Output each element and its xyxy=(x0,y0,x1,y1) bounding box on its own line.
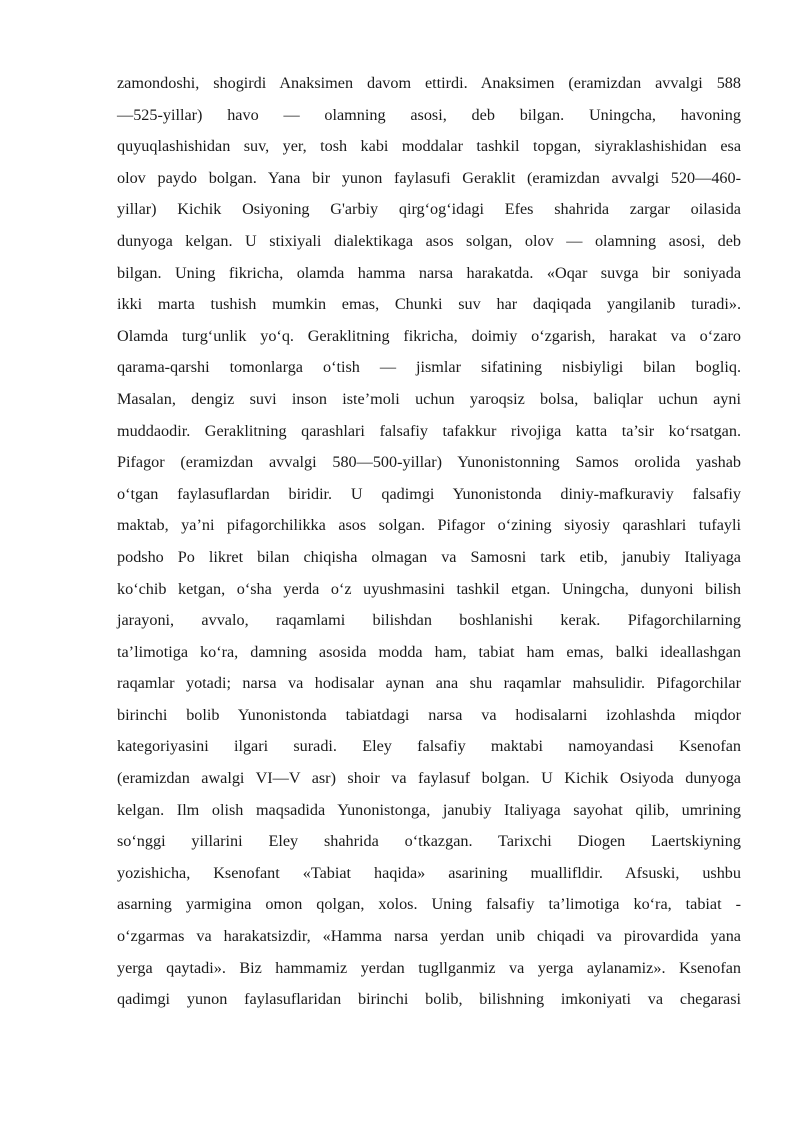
text-line: asarning yarmigina omon qolgan, xolos. Uning falsafiy ta’limotiga ko‘ra, tabiat - xyxy=(117,895,741,914)
text-line: o‘tgan faylasuflardan biridir. U qadimgi Yunonistonda diniy-mafkuraviy falsafiy xyxy=(117,484,741,503)
text-line: podsho Po likret bilan chiqisha olmagan va Samosni tark etib, janubiy Italiyaga xyxy=(117,547,741,566)
document-page xyxy=(117,68,741,1016)
text-line: yozishicha, Ksenofant «Tabiat haqida» asarining muallifldir. Afsuski, ushbu xyxy=(117,863,741,882)
text-line: o‘zgarmas va harakatsizdir, «Hamma narsa yerdan unib chiqadi va pirovardida yana xyxy=(117,927,741,946)
text-line: ikki marta tushish mumkin emas, Chunki suv har daqiqada yangilanib turadi». xyxy=(117,295,741,314)
text-line: Olamda turg‘unlik yo‘q. Geraklitning fikricha, doimiy o‘zgarish, harakat va o‘zaro xyxy=(117,326,741,345)
text-line: raqamlar yotadi; narsa va hodisalar aynan ana shu raqamlar mahsulidir. Pifagorchilar xyxy=(117,674,741,693)
text-line: yerga qaytadi». Biz hammamiz yerdan tugllganmiz va yerga aylanamiz». Ksenofan xyxy=(117,958,741,977)
text-line: —525-yillar) havo — olamning asosi, deb bilgan. Uningcha, havoning xyxy=(117,105,741,124)
text-line: muddaodir. Geraklitning qarashlari falsafiy tafakkur rivojiga katta ta’sir ko‘rsatgan. xyxy=(117,421,741,440)
text-line: ko‘chib ketgan, o‘sha yerda o‘z uyushmasini tashkil etgan. Uningcha, dunyoni bilish xyxy=(117,579,741,598)
text-line: maktab, ya’ni pifagorchilikka asos solgan. Pifagor o‘zining siyosiy qarashlari tufayli xyxy=(117,516,741,535)
body-text xyxy=(117,68,741,1016)
text-line: olov paydo bolgan. Yana bir yunon faylasufi Geraklit (eramizdan avvalgi 520—460- xyxy=(117,168,741,187)
text-line: qadimgi yunon faylasuflaridan birinchi bolib, bilishning imkoniyati va chegarasi xyxy=(117,990,741,1009)
text-line: bilgan. Uning fikricha, olamda hamma narsa harakatda. «Oqar suvga bir soniyada xyxy=(117,263,741,282)
text-line: kategoriyasini ilgari suradi. Eley falsafiy maktabi namoyandasi Ksenofan xyxy=(117,737,741,756)
text-line: birinchi bolib Yunonistonda tabiatdagi narsa va hodisalarni izohlashda miqdor xyxy=(117,705,741,724)
text-line: ta’limotiga ko‘ra, damning asosida modda ham, tabiat ham emas, balki ideallashgan xyxy=(117,642,741,661)
text-line: kelgan. Ilm olish maqsadida Yunonistonga, janubiy Italiyaga sayohat qilib, umrining xyxy=(117,800,741,819)
text-line: qarama-qarshi tomonlarga o‘tish — jismlar sifatining nisbiyligi bilan bogliq. xyxy=(117,358,741,377)
text-line: Masalan, dengiz suvi inson iste’moli uchun yaroqsiz bolsa, baliqlar uchun ayni xyxy=(117,389,741,408)
text-line: quyuqlashishidan suv, yer, tosh kabi moddalar tashkil topgan, siyraklashishidan esa xyxy=(117,137,741,156)
text-line: yillar) Kichik Osiyoning G'arbiy qirg‘og‘idagi Efes shahrida zargar oilasida xyxy=(117,200,741,219)
text-line: dunyoga kelgan. U stixiyali dialektikaga asos solgan, olov — olamning asosi, deb xyxy=(117,231,741,250)
text-line: Pifagor (eramizdan avvalgi 580—500-yillar) Yunonistonning Samos orolida yashab xyxy=(117,453,741,472)
text-line: (eramizdan awalgi VI—V asr) shoir va faylasuf bolgan. U Kichik Osiyoda dunyoga xyxy=(117,769,741,788)
text-line: so‘nggi yillarini Eley shahrida o‘tkazgan. Tarixchi Diogen Laertskiyning xyxy=(117,832,741,851)
text-line: jarayoni, avvalo, raqamlami bilishdan boshlanishi kerak. Pifagorchilarning xyxy=(117,611,741,630)
text-line: zamondoshi, shogirdi Anaksimen davom ettirdi. Anaksimen (eramizdan avvalgi 588 xyxy=(117,74,741,92)
